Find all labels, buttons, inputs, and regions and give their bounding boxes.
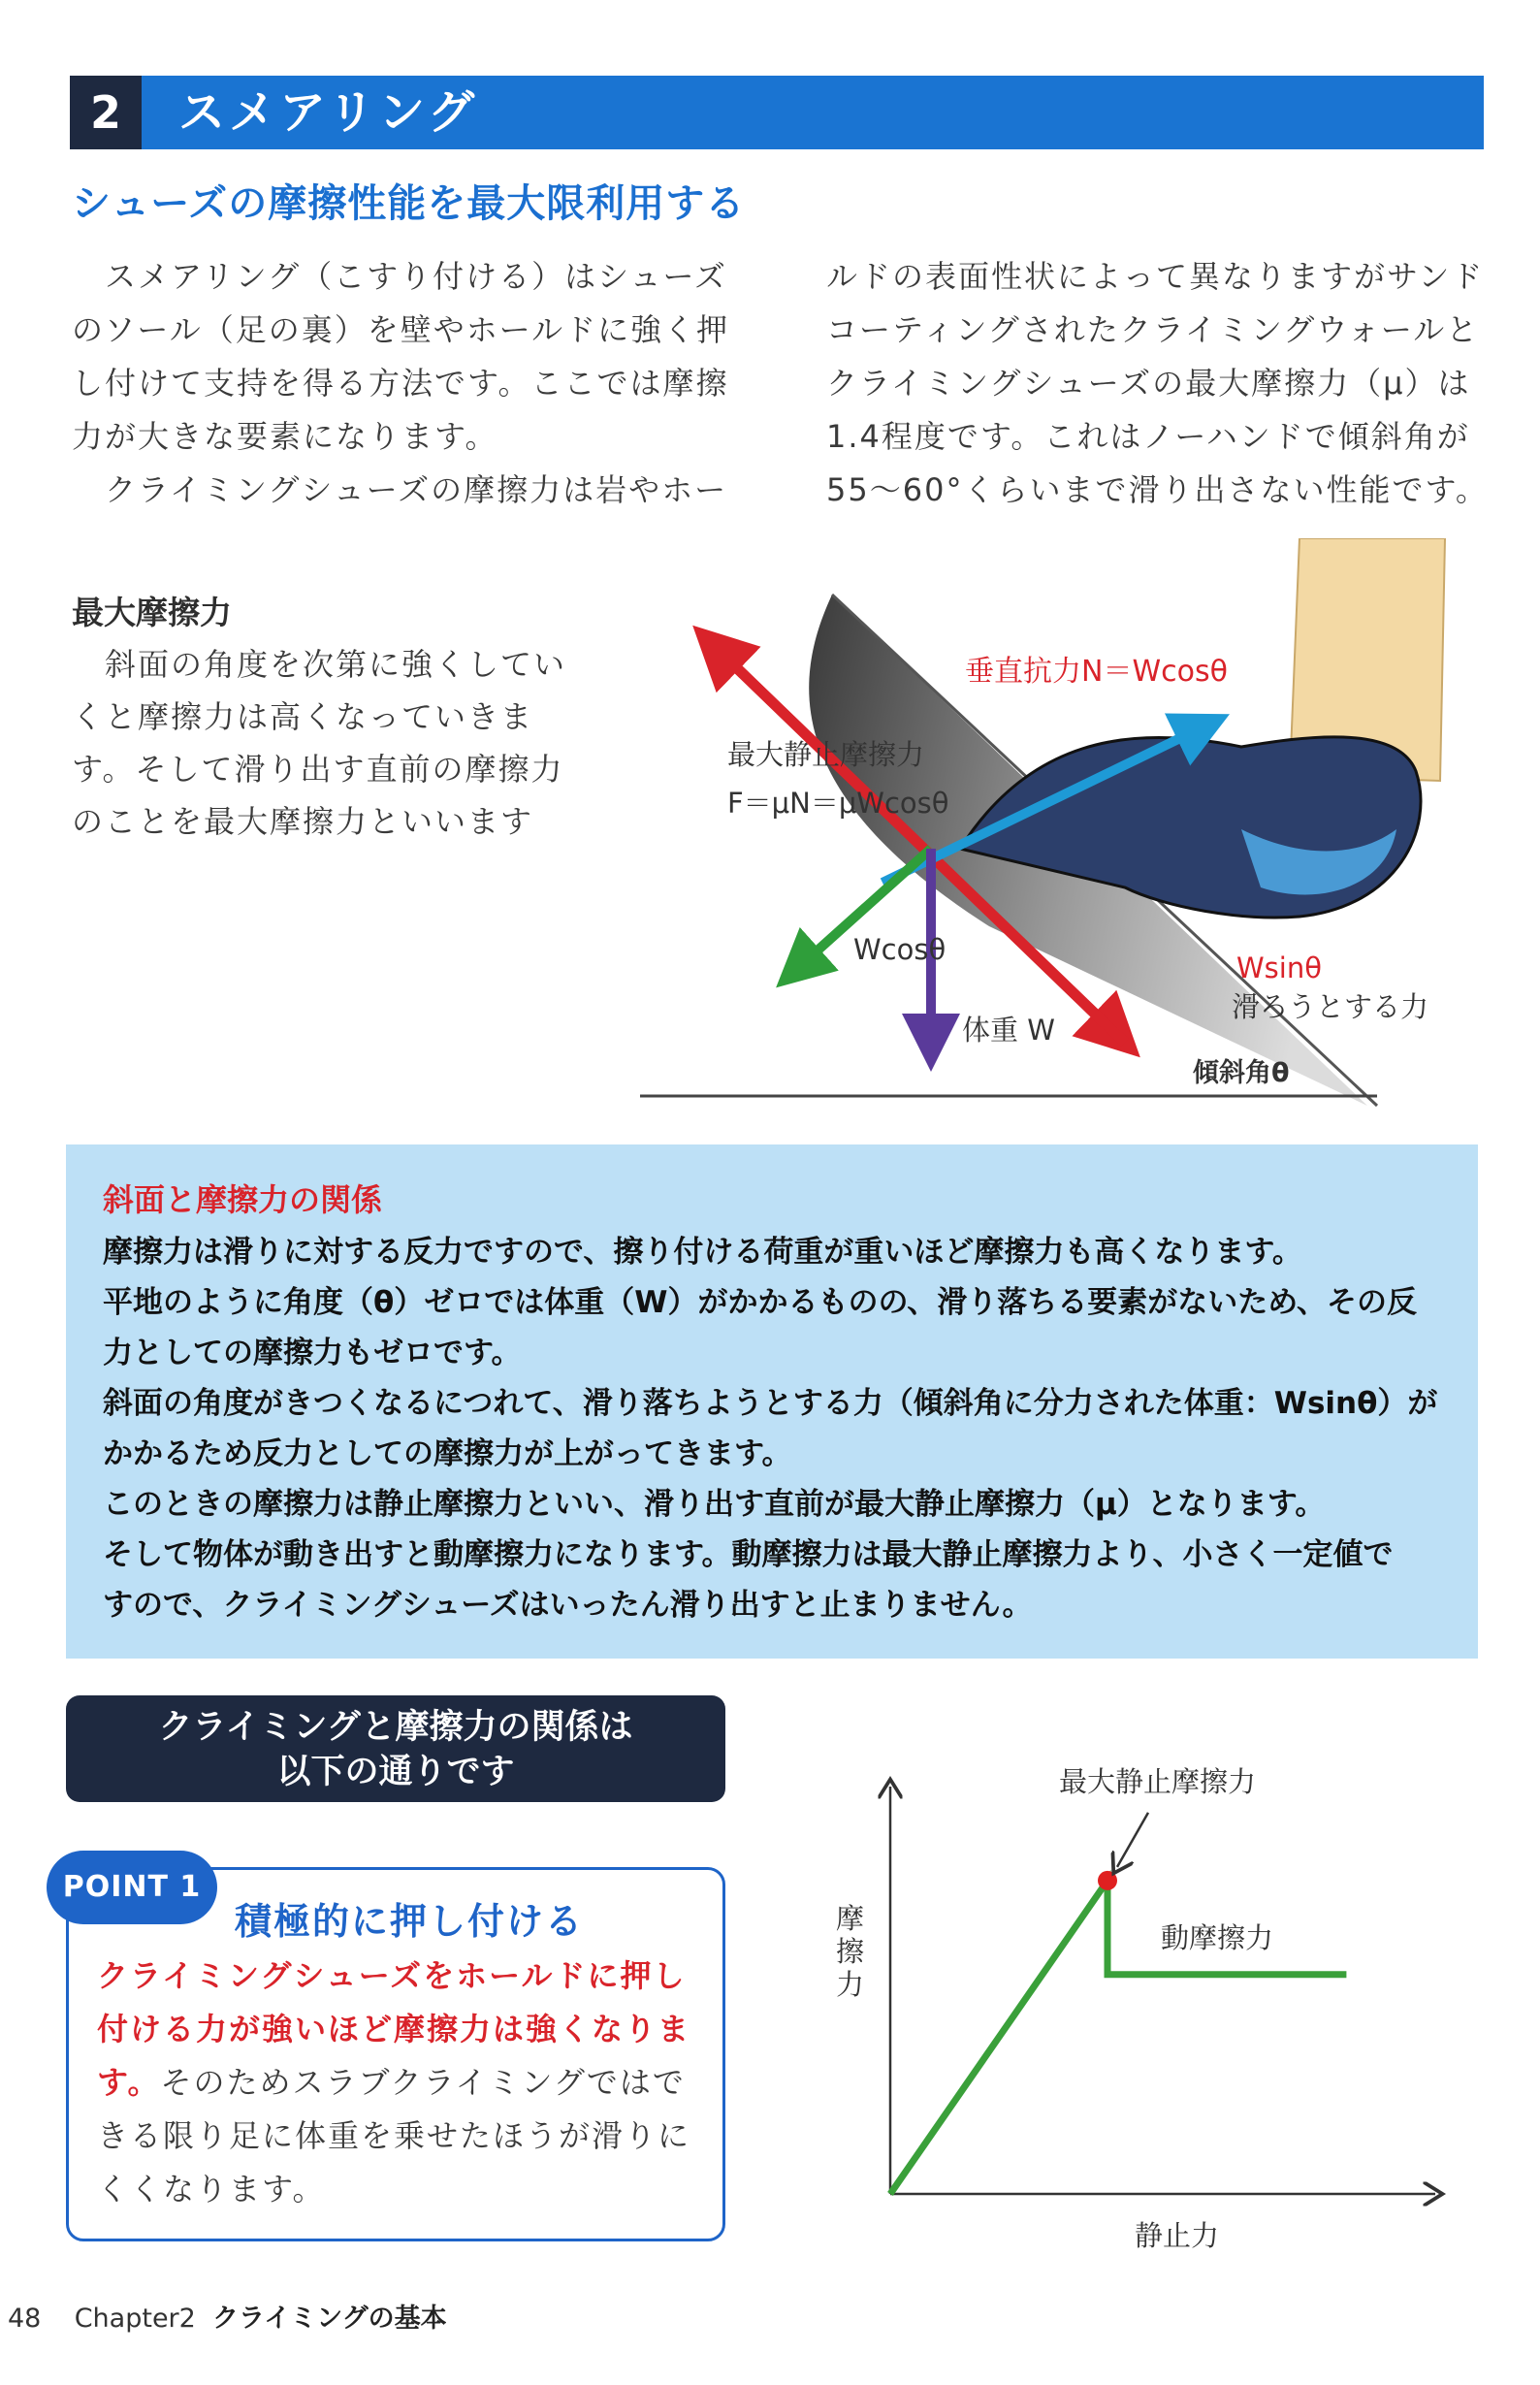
point-title: 積極的に押し付ける [235,1900,585,1943]
info-box-body [103,1227,1437,1630]
chapter-title: クライミングの基本 [212,2304,447,2334]
info-line: かかるため反力としての摩擦力が上がってきます。 [103,1436,792,1471]
max-friction-heading: 最大摩擦力 [72,594,232,631]
point-line: きる限り足に体重を乗せたほうが滑りに [97,2117,691,2154]
page-footer [8,2297,447,2335]
y-axis-label [836,1902,864,2001]
info-line: 力としての摩擦力もゼロです。 [103,1336,522,1370]
info-box-heading: 斜面と摩擦力の関係 [103,1181,383,1218]
page-number: 48 [8,2304,42,2334]
max-static-formula: F＝μN＝μWcosθ [727,787,949,820]
wsin-label: Wsinθ [1236,951,1322,984]
intro-line: 1.4程度です。これはノーハンドで傾斜角が [826,418,1470,455]
intro-line: 55～60°くらいまで滑り出さない性能です。 [826,471,1489,508]
section-number: 2 [70,76,142,149]
point-line [97,2056,690,2110]
intro-left-column [72,250,751,517]
info-line: すので、クライミングシューズはいったん滑り出すと止まりません。 [103,1588,1033,1623]
intro-line: ルドの表面性状によって異なりますがサンド [826,258,1485,295]
y-axis-label-char: 擦 [836,1935,865,1968]
intro-right-column [826,250,1495,517]
point-body [97,1950,690,2216]
intro-line: クライミングシューズの摩擦力は岩やホー [72,471,728,508]
banner-line: 以下の通りです [276,1753,515,1791]
wcos-label: Wcosθ [853,933,946,966]
slide-force-label: 滑ろうとする力 [1232,990,1429,1023]
y-axis-label-char: 摩 [836,1902,865,1935]
max-friction-body [72,638,566,848]
normal-force-label: 垂直抗力N＝Wcosθ [965,655,1228,689]
intro-line: し付けて支持を得る方法です。ここでは摩擦 [72,365,729,402]
friction-chart [815,1765,1493,2260]
info-line: そして物体が動き出すと動摩擦力になります。動摩擦力は最大静止摩擦力より、小さく一定値で [103,1537,1394,1572]
max-friction-line: す。そして滑り出す直前の摩擦力 [72,751,564,788]
relation-banner [66,1695,725,1802]
intro-line: のソール（足の裏）を壁やホールドに強く押 [72,311,730,348]
info-line: 平地のように角度（θ）ゼロでは体重（W）がかかるものの、滑り落ちる要素がないため、その反 [103,1285,1418,1320]
force-diagram [621,538,1513,1111]
annotation-kinetic: 動摩擦力 [1161,1920,1274,1954]
point-black-tail: そのためスラブクライミングではで [160,2064,686,2101]
intro-line: コーティングされたクライミングウォールと [826,311,1480,348]
info-line: このときの摩擦力は静止摩擦力といい、滑り出す直前が最大静止摩擦力（μ）となります。 [103,1487,1326,1522]
max-static-friction-point [1098,1871,1117,1890]
intro-line: スメアリング（こすり付ける）はシューズ [72,258,727,295]
angle-label: 傾斜角θ [1193,1058,1290,1088]
max-friction-line: のことを最大摩擦力といいます [72,803,534,840]
info-line: 斜面の角度がきつくなるにつれて、滑り落ちようとする力（傾斜角に分力された体重：Wsinθ）が [103,1386,1438,1421]
banner-line: クライミングと摩擦力の関係は [158,1708,633,1747]
max-friction-line: 斜面の角度を次第に強くしてい [72,646,567,683]
point-line: くくなります。 [97,2171,326,2208]
section-title: スメアリング [178,85,479,140]
info-line: 摩擦力は滑りに対する反力ですので、擦り付ける荷重が重いほど摩擦力も高くなります。 [103,1235,1302,1270]
friction-series-line [890,1881,1346,2194]
max-friction-line: くと摩擦力は高くなっていきま [72,698,534,735]
max-static-friction-label: 最大静止摩擦力 [727,738,925,771]
intro-line: クライミングシューズの最大摩擦力（μ）は [826,365,1471,402]
point-red-tail: す。 [97,2064,161,2101]
chapter-label: Chapter2 [74,2304,196,2334]
annotation-max-static: 最大静止摩擦力 [1059,1765,1257,1798]
weight-label: 体重 W [962,1014,1055,1047]
x-axis-label: 静止力 [1135,2219,1220,2252]
point-badge: POINT 1 [47,1851,217,1924]
point-line: クライミングシューズをホールドに押し [97,1957,687,1994]
point-line: 付ける力が強いほど摩擦力は強くなりま [97,2011,691,2047]
y-axis-label-char: 力 [836,1968,865,2001]
page-subtitle: シューズの摩擦性能を最大限利用する [72,181,746,226]
annotation-pointer [1117,1813,1148,1867]
intro-line: 力が大きな要素になります。 [72,418,498,455]
